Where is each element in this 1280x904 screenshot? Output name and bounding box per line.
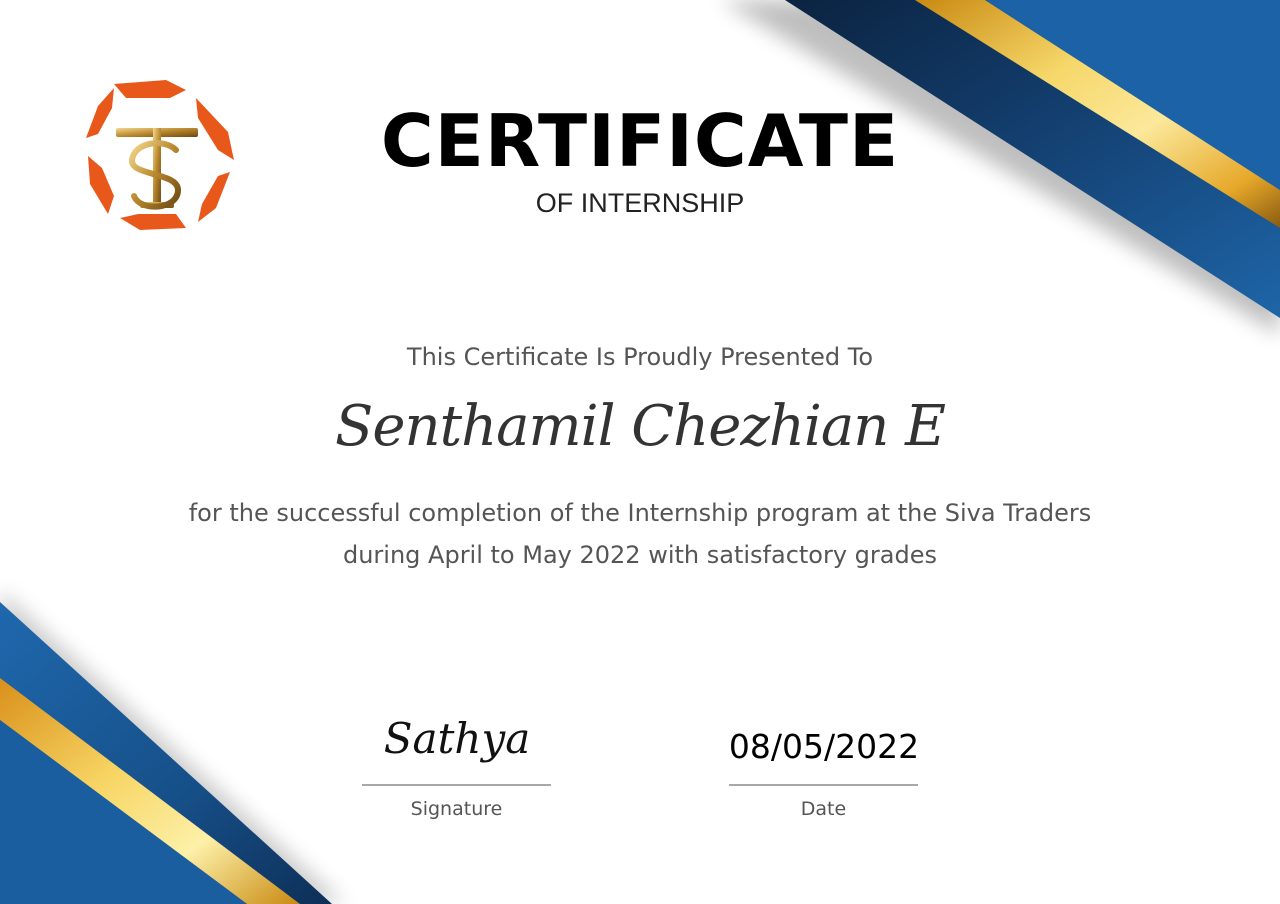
date-line [729,784,918,786]
certificate-description: for the successful completion of the Internship program at the Siva Traders during April to May 2022 with satisfactory grades [188,499,1092,569]
presented-to-text: This Certificate Is Proudly Presented To [406,343,874,371]
recipient-name: Senthamil Chezhian E [335,394,945,459]
certificate-title: CERTIFICATE [380,99,900,183]
date-value: 08/05/2022 [728,727,920,766]
st-monogram-logo [78,76,244,234]
signature-label: Signature [410,798,503,820]
signature-value: Sathya [383,714,531,763]
st-letters-icon [116,128,198,208]
certificate-subtitle: OF INTERNSHIP [535,188,745,218]
date-label: Date [800,798,847,820]
signature-line [362,784,551,786]
